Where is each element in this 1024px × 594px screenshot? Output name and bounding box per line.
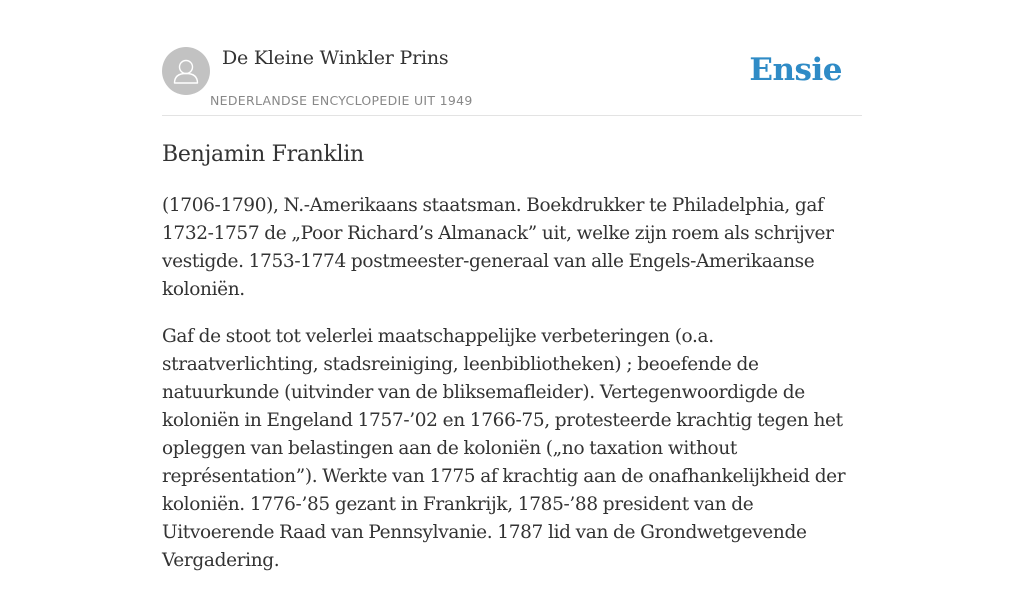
article-paragraph: Gaf de stoot tot velerlei maatschappelijke verbeteringen (o.a. straatverlichting, stadsreiniging, leenbibliotheken) ; beoefende de natuurkunde (uitvinder van de bliksemafleider). Vertegenwoordigde de koloniën in Engeland 1757-’02 en 1766-75, protesteerde krachtig tegen het opleggen van belastingen aan de koloniën („no taxation without représentation”). Werkte van 1775 af krachtig aan de onafhankelijkheid der koloniën. 1776-’85 gezant in Frankrijk, 1785-’88 president van de Uitvoerende Raad van Pennsylvanie. 1787 lid van de Grondwetgevende Vergadering. [162,326,846,571]
source-title[interactable]: De Kleine Winkler Prins [222,47,449,69]
article-paragraph: (1706-1790), N.-Amerikaans staatsman. Boekdrukker te Philadelphia, gaf 1732-1757 de „Poor Richard’s Almanack” uit, welke zijn roem als schrijver vestigde. 1753-1774 postmeester-generaal van alle Engels-Amerikaanse koloniën. [162,195,834,300]
avatar[interactable] [162,47,210,95]
brand-logo[interactable]: Ensie [749,52,842,88]
article-title: Benjamin Franklin [162,142,364,167]
page [162,0,862,571]
article-body [162,192,862,594]
source-subtitle: NEDERLANDSE ENCYCLOPEDIE UIT 1949 [210,93,473,108]
article-header [162,0,862,116]
